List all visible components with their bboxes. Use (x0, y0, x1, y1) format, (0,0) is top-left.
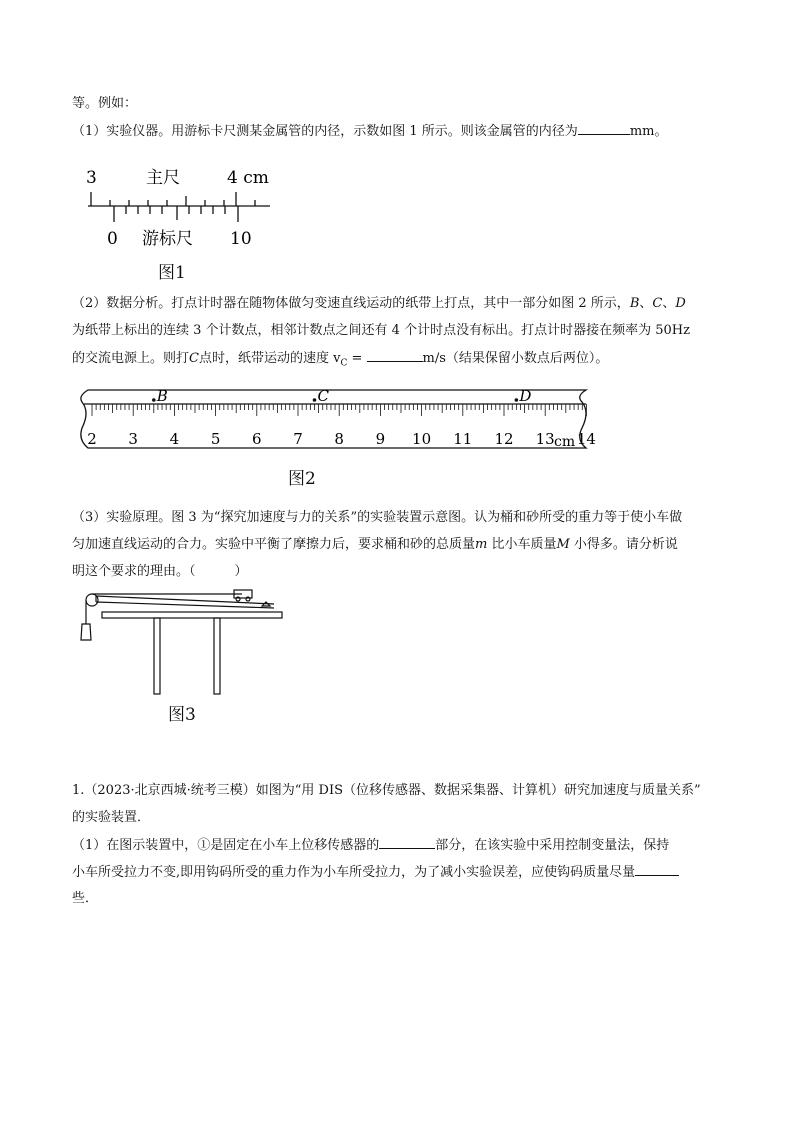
p1-line-5: 些． (72, 891, 99, 906)
p1-line-1: 1.（2023·北京西城·统考三模）如图为“用 DIS（位移传感器、数据采集器、计算机）研究加速度与质量关系” (72, 783, 701, 798)
p1-line-2: 的实验装置． (72, 810, 151, 825)
q2-line-3-mid: 点时，纸带运动的速度 v (198, 351, 341, 366)
q3-line-1: （3）实验原理。图 3 为“探究加速度与力的关系”的实验装置示意图。认为桶和砂所受的重力等于使小车做 (72, 510, 683, 525)
ruler-number-label: 5 (210, 430, 221, 448)
tape-dot (152, 398, 156, 402)
fig1-vernier-scale-label: 游标尺 (142, 229, 193, 249)
q2-line-3 (72, 349, 608, 373)
q1-prompt: （1）实验仪器。用游标卡尺测某金属管的内径，示数如图 1 所示。则该金属管的内径为 (72, 124, 578, 139)
p1-line-3 (72, 836, 669, 855)
ruler-number-label: 2 (87, 430, 97, 448)
tape-dot (313, 398, 317, 402)
q2-answer-blank[interactable] (367, 349, 423, 362)
q2-line-3-post: m/s（结果保留小数点后两位）。 (422, 351, 609, 366)
tape-point-label: B (156, 387, 168, 405)
p1-answer-blank-2[interactable] (635, 863, 679, 876)
ruler-number-label: 14 (576, 430, 596, 448)
ruler-number-label: 11 (453, 430, 473, 448)
p1-line-3-pre: （1）在图示装置中，①是固定在小车上位移传感器的 (72, 838, 380, 853)
ruler-number-label: 6 (252, 430, 262, 448)
q3-line-2-mid: 比小车质量 (487, 537, 557, 552)
p1-line-3-post: 部分，在该实验中采用控制变量法，保持 (435, 838, 670, 853)
fig2-caption: 图2 (288, 469, 316, 489)
point-d-label: D (675, 296, 686, 311)
q1-unit: mm。 (629, 124, 668, 139)
fig1-main-scale-label: 主尺 (146, 168, 180, 188)
q2-line-3-pre: 的交流电源上。则打 (72, 351, 190, 366)
p1-line-4-pre: 小车所受拉力不变,即用钩码所受的重力作为小车所受拉力，为了减小实验误差，应使钩码质量尽量 (72, 865, 636, 880)
ruler-number-label: 10 (412, 430, 432, 448)
q2-line-1 (72, 295, 686, 313)
fig3-caption: 图3 (168, 705, 196, 725)
point-c-label: C (652, 296, 663, 311)
fig1-main-right-label: 4 cm (227, 168, 269, 188)
ruler-number-label: 8 (334, 430, 344, 448)
figure-3-apparatus (74, 582, 294, 700)
point-b-label: B (629, 296, 640, 311)
mass-M-symbol: M (556, 537, 570, 552)
fig2-unit-label: cm (554, 434, 576, 450)
tape-dot (515, 398, 519, 402)
figure-2-ruler (76, 384, 596, 458)
p1-answer-blank-1[interactable] (379, 836, 435, 849)
q1-text (72, 122, 667, 141)
q3-line-2 (72, 536, 678, 554)
velocity-subscript: C (340, 358, 348, 369)
ruler-number-label: 7 (293, 430, 303, 448)
separator: 、 (639, 296, 653, 311)
p1-line-4 (72, 863, 679, 882)
tape-point-label: D (519, 387, 532, 405)
q3-line-2-post: 小得多。请分析说 (569, 537, 678, 552)
ruler-number-label: 9 (375, 430, 386, 448)
equals-sign: = (347, 351, 367, 366)
mass-m-symbol: m (475, 537, 488, 552)
fig1-caption: 图1 (158, 263, 186, 283)
q2-line-2: 为纸带上标出的连续 3 个计数点，相邻计数点之间还有 4 个计时点没有标出。打点计时器接在频率为 50Hz (72, 323, 690, 338)
ruler-number-label: 12 (494, 430, 514, 448)
q2-line-1-text: （2）数据分析。打点计时器在随物体做匀变速直线运动的纸带上打点，其中一部分如图 2 所示， (72, 296, 630, 311)
q1-answer-blank[interactable] (578, 122, 630, 135)
q3-line-2-pre: 匀加速直线运动的合力。实验中平衡了摩擦力后，要求桶和砂的总质量 (72, 537, 476, 552)
fig1-main-left-label: 3 (86, 168, 97, 188)
ruler-number-label: 3 (128, 430, 138, 448)
tape-point-label: C (317, 387, 329, 405)
fig1-vernier-right-label: 10 (230, 229, 252, 249)
fig1-vernier-left-label: 0 (107, 229, 118, 249)
intro-text: 等。例如： (72, 96, 138, 111)
ruler-number-label: 13 (535, 430, 555, 448)
point-c-ref: C (189, 351, 199, 366)
separator: 、 (662, 296, 676, 311)
ruler-number-label: 4 (169, 430, 180, 448)
q3-line-3: 明这个要求的理由。（ ） (72, 564, 248, 579)
